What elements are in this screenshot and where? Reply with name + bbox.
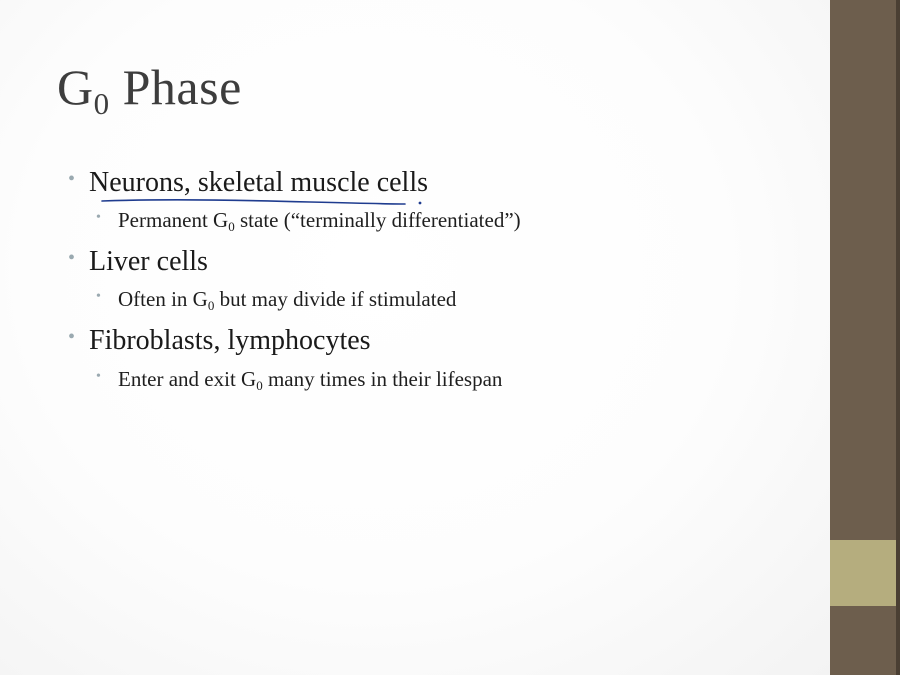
bullet-text: Neurons, skeletal muscle cells [89, 167, 429, 198]
underline-stroke [102, 200, 405, 204]
sub-bullet-text-post: but may divide if stimulated [214, 287, 457, 311]
subscript: 0 [207, 298, 215, 314]
slide-title [57, 58, 242, 121]
bullet-dot-icon: • [68, 326, 76, 348]
subscript: 0 [256, 378, 263, 394]
pen-dot [419, 202, 422, 205]
sub-bullet-text [118, 208, 521, 233]
bullet-text: Liver cells [89, 246, 208, 277]
subscript: 0 [228, 219, 235, 235]
bullet-dot-icon: • [96, 369, 101, 384]
sub-bullet-text-post: many times in their lifespan [262, 367, 503, 391]
title-main: G [57, 59, 94, 115]
sub-bullet-text [118, 287, 456, 312]
bullet-dot-icon: • [96, 289, 101, 304]
title-subscript: 0 [93, 85, 110, 121]
bullet-text: Fibroblasts, lymphocytes [89, 325, 371, 356]
sub-bullet-text-pre: Enter and exit G [118, 367, 257, 391]
bullet-dot-icon: • [68, 247, 76, 269]
handwritten-underline [100, 195, 430, 211]
bullet-dot-icon: • [96, 210, 101, 225]
sidebar-edge [896, 0, 900, 675]
sub-bullet-text-pre: Often in G [118, 287, 208, 311]
sub-bullet-text-pre: Permanent G [118, 208, 229, 232]
sub-bullet-text-post: state (“terminally differentiated”) [234, 208, 521, 232]
title-rest: Phase [109, 59, 242, 115]
sidebar-accent-block [830, 540, 900, 606]
sub-bullet-text [118, 367, 502, 392]
bullet-dot-icon: • [68, 168, 76, 190]
